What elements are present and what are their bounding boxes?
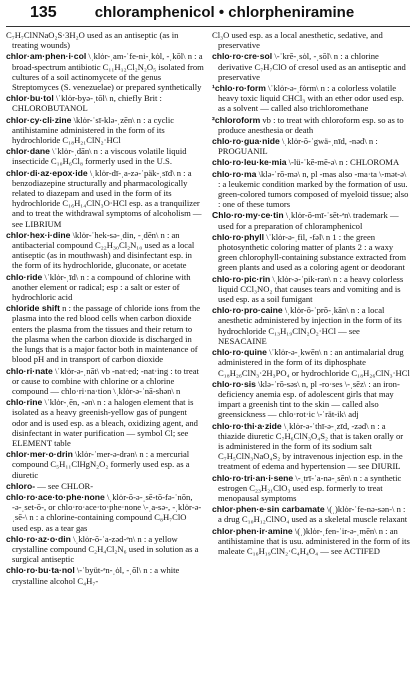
entry-headword: chlo·ro·tri·an·i·sene <box>212 472 294 483</box>
entry-headword: chlor·dane <box>6 146 50 157</box>
dictionary-entry <box>6 534 204 565</box>
dictionary-entry <box>6 168 204 229</box>
dictionary-entry <box>212 379 410 420</box>
entry-definition: \-ˈkrē-ˌsȯl, -ˌsōl\ n : a chlorine derivative C₇H₇ClO of cresol used as an antiseptic and preservative <box>218 51 406 82</box>
entry-definition: \ˌklȯr-ə-ˈthī-ə-ˌzīd, -zəd\ n : a thiazide diuretic C₇H₆ClN₃O₄S₂ that is taken orally or is administered in the form of its sodium salt C₇H₅ClN₃NaO₄S₂ by intravenous injection esp. in the treatment of edema and hypertension — see DIURIL <box>218 420 404 472</box>
entry-headword: chlo·ro·cre·sol <box>212 51 273 62</box>
entry-definition: \ˈklȯr-ˌdān\ n : a viscous volatile liquid insecticide C₁₀H₆Cl₈ formerly used in the U.S. <box>12 146 187 167</box>
entry-definition: C₇H₇ClNNaO₂S·3H₂O used as an antiseptic (as in treating wounds) <box>6 30 179 51</box>
entry-headword: chlor·phen·e·sin carbamate <box>212 504 325 515</box>
entry-headword: chloro- <box>6 480 36 491</box>
dictionary-entry <box>212 232 410 273</box>
entry-definition: \-lü-ˈkē-mē-ə\ n : CHLOROMA <box>288 157 400 168</box>
dictionary-entry <box>6 146 204 166</box>
entry-columns <box>6 30 410 678</box>
dictionary-entry <box>6 93 204 113</box>
entry-definition: \ˌklȯr-ō-mī-ˈsēt-ᵊn\ trademark — used for a preparation of chloramphenicol <box>218 210 399 231</box>
entry-definition: \ˌklȯr-ə-ˈpik-rən\ n : a heavy colorless liquid CCl₃NO₂ that causes tears and vomiting and is used esp. as a soil fumigant <box>218 273 404 305</box>
dictionary-entry <box>212 274 410 305</box>
page-number: 135 <box>30 4 57 21</box>
dictionary-entry <box>212 30 410 50</box>
entry-definition: \ˈklȯr-ə-ˌnāt\ vb -nat·ed; -nat·ing : to treat or cause to combine with chlorine or a chlorine compound — chlo·ri·na·tion \ˌklȯr-ə-ˈnā-shən\ n <box>12 365 199 396</box>
dictionary-entry <box>6 449 204 480</box>
entry-headword: chlo·ro·gua·nide <box>212 136 280 147</box>
entry-headword: chlo·ro·leu·ke·mia <box>212 157 287 168</box>
entry-headword: chlo·ri·nate <box>6 365 53 376</box>
entry-definition: \-ˌtrī-ˈa-nə-ˌsēn\ n : a synthetic estrogen C₂₃H₂₁ClO₃ used esp. formerly to treat menopausal symptoms <box>218 472 402 503</box>
dictionary-entry <box>6 303 204 364</box>
page-header <box>6 4 410 27</box>
dictionary-entry <box>212 473 410 504</box>
entry-headword: chlo·ro·az·o·din <box>6 533 71 544</box>
entry-definition: \ˈklȯr-ə-ˌkwēn\ n : an antimalarial drug administered in the form of its diphosphate C₁₈H₂₆ClN₃·2H₃PO₄ or hydrochloride C₁₈H₂₆ClN₃·HCl <box>218 347 410 378</box>
entry-headword: chlo·ro·quine <box>212 347 267 358</box>
entry-headword: chlor·phen·ir·amine <box>212 525 293 536</box>
entry-definition: Cl₃O used esp. as a local anesthetic, sedative, and preservative <box>212 30 383 51</box>
entry-definition: \klȯr-ˈmer-ə-drən\ n : a mercurial compound C₅H₁₁ClHgN₂O₂ formerly used esp. as a diuretic <box>12 449 190 480</box>
entry-headword: chlor·bu·tol <box>6 93 54 104</box>
entry-headword: chlo·ro·bu·ta·nol <box>6 565 75 576</box>
dictionary-entry <box>212 157 410 167</box>
entry-definition: \ˌklȯr-ō-ˈgwä-ˌnīd, -nəd\ n : PROGUANIL <box>218 136 378 157</box>
entry-definition: \ˈklȯr-ə-ˌfil, -fəl\ n 1 : the green photosynthetic coloring matter of plants 2 : a waxy green chlorophyll-containing substance extracted from green plants and used as a coloring agent or deodorant <box>218 231 407 273</box>
dictionary-entry <box>6 115 204 146</box>
entry-definition: \klə-ˈrō-mə\ n, pl -mas also -ma·ta \-mət-ə\ : a leukemic condition marked by the formation of usu. green-colored tumors composed of myeloid tissue; also : one of these tumors <box>218 168 409 210</box>
dictionary-entry <box>6 51 204 92</box>
dictionary-entry <box>212 136 410 156</box>
entry-headword: chlor·am·phen·i·col <box>6 51 87 62</box>
entry-definition: \ˌklȯr-ō-ə-ˌsē-tō-fə-ˈnōn, -ə-ˌset-ō-, or chlo·ro·ace·to·phe·none \-ˌa-sə-, -ˌklȯr-ə-ˌsē-\ n : a chlorine-containing compound C₈H₇ClO used esp. as a tear gas <box>12 491 202 533</box>
dictionary-entry <box>6 492 204 533</box>
entry-headword: chlo·ro·ma <box>212 168 257 179</box>
entry-definition: \ˈklȯr-ə-ˌfȯrm\ n : a colorless volatile heavy toxic liquid CHCl₃ with an ether odor used esp. as a solvent — called also trichloromethane <box>218 83 404 114</box>
dictionary-entry <box>212 526 410 557</box>
entry-definition: \ˌklȯr-ō-ˈa-zəd-ᵊn\ n : a yellow crystalline compound C₂H₄Cl₂N₆ used in solution as a surgical antiseptic <box>12 533 199 565</box>
entry-headword: chlo·rine <box>6 397 43 408</box>
entry-headword: chloride shift <box>6 303 60 314</box>
entry-headword: Chlo·ro·my·ce·tin <box>212 210 284 221</box>
dictionary-entry <box>212 305 410 346</box>
entry-definition: — see CHLOR- <box>37 480 94 491</box>
left-column <box>6 30 204 678</box>
entry-definition: \ˌklȯr-ˌam-ˈfe-ni-ˌkȯl, -ˌkōl\ n : a broad-spectrum antibiotic C₁₁H₁₂Cl₂N₂O₅ isolated from cultures of a soil actinomycete of the genus Streptomyces (S. venezuelae) or prepared synthetically <box>12 51 204 93</box>
dictionary-entry <box>6 481 204 491</box>
dictionary-entry <box>6 366 204 397</box>
entry-definition: \klə-ˈrō-səs\ n, pl -ro·ses \-ˌsēz\ : an iron-deficiency anemia esp. of adolescent girls that may impart a greenish tint to the skin — called also greensickness — chlo·rot·ic \-ˈrät-ik\ adj <box>218 378 400 420</box>
entry-headword: chlor·cy·cli·zine <box>6 114 72 125</box>
right-column <box>212 30 410 678</box>
dictionary-entry <box>212 51 410 82</box>
entry-definition: \ˈklȯr-ˌīd\ n : a compound of chlorine with another element or radical; esp : a salt or ester of hydrochloric acid <box>12 271 191 303</box>
entry-definition: \(ˌ)klȯr-ˌfen-ˈir-ə-ˌmēn\ n : an antihistamine that is usu. administered in the form of its maleate C₁₆H₁₉ClN₂·C₄H₄O₄ — see ACTIFED <box>218 525 410 556</box>
entry-headword: ²chloroform <box>212 114 261 125</box>
entry-headword: chlo·ro·phyll <box>212 231 265 242</box>
entry-headword: chlo·ro·ace·to·phe·none <box>6 491 105 502</box>
entry-definition: \ˌklȯr-dī-ˌa-zə-ˈpäk-ˌsīd\ n : a benzodiazepine structurally and pharmacologically related to diazepam and used in the form of its hydrochloride C₁₆H₁₄ClN₃O·HCl esp. as a tranquilizer and to treat the withdrawal symptoms of alcoholism — see LIBRIUM <box>12 167 202 229</box>
dictionary-entry <box>212 83 410 114</box>
entry-definition: \ˌklȯr-ō-ˈprō-ˌkān\ n : a local anesthetic administered by injection in the form of its hydrochloride C₁₃H₁₉ClN₂O₂·HCl — see NESACAINE <box>218 305 402 346</box>
entry-headword: ¹chlo·ro·form <box>212 83 266 94</box>
dictionary-entry <box>212 347 410 378</box>
entry-definition: \(ˌ)klȯr-ˈfe-nə-sən-\ n : a drug C₁₀H₁₂ClNO₄ used as a skeletal muscle relaxant <box>218 504 408 525</box>
entry-headword: chlor·di·az·epox·ide <box>6 167 88 178</box>
entry-definition: \-ˈbyüt-ᵊn-ˌȯl, -ˌōl\ n : a white crystalline alcohol C₄H₇- <box>12 565 180 586</box>
entry-definition: vb : to treat with chloroform esp. so as to produce anesthesia or death <box>218 114 404 135</box>
entry-headword: chlo·ro·thi·a·zide <box>212 420 282 431</box>
entry-headword: chlo·ro·sis <box>212 378 256 389</box>
entry-headword: chlor·mer·o·drin <box>6 449 73 460</box>
dictionary-entry <box>212 115 410 135</box>
dictionary-entry <box>212 169 410 210</box>
entry-headword: chlo·ro·pro·caine <box>212 305 283 316</box>
dictionary-entry <box>212 504 410 524</box>
dictionary-entry <box>6 272 204 303</box>
entry-headword: chlor·hex·i·dine <box>6 229 71 240</box>
dictionary-entry <box>6 30 204 50</box>
entry-definition: \ˈklȯr-ˌēn, -ən\ n : a halogen element that is isolated as a heavy greenish-yellow gas of pungent odor and is used esp. as a bleach, oxidizing agent, and disinfectant in water purification — symbol Cl; see ELEMENT table <box>12 397 198 448</box>
entry-definition: n : the passage of chloride ions from the plasma into the red blood cells when carbon dioxide enters the plasma from the tissues and their return to the plasma when the carbon dioxide is discharged in the lungs that is a major factor both in maintenance of blood pH and in transport of carbon dioxide <box>12 303 201 365</box>
entry-headword: chlo·ro·pic·rin <box>212 273 271 284</box>
dictionary-entry <box>6 565 204 585</box>
entry-headword: chlo·ride <box>6 271 43 282</box>
dictionary-entry <box>212 210 410 230</box>
entry-definition: \klȯr-ˈhek-sə-ˌdin, -ˌdēn\ n : an antibacterial compound C₂₂H₃₀Cl₂N₁₀ used as a local antiseptic (as in mouthwash) and disinfectant esp. in the form of its hydrochloride, gluconate, or acetate <box>12 229 195 271</box>
running-head: chloramphenicol • chlorpheniramine <box>94 4 355 21</box>
dictionary-entry <box>212 421 410 472</box>
dictionary-entry <box>6 230 204 271</box>
dictionary-entry <box>6 397 204 448</box>
entry-definition: \klȯr-ˈsī-klə-ˌzēn\ n : a cyclic antihistamine administered in the form of its hydrochloride C₁₈H₂₁ClN₂·HCl <box>12 114 175 146</box>
entry-definition: \ˈklȯr-byə-ˌtōl\ n, chiefly Brit : CHLOROBUTANOL <box>12 93 162 114</box>
